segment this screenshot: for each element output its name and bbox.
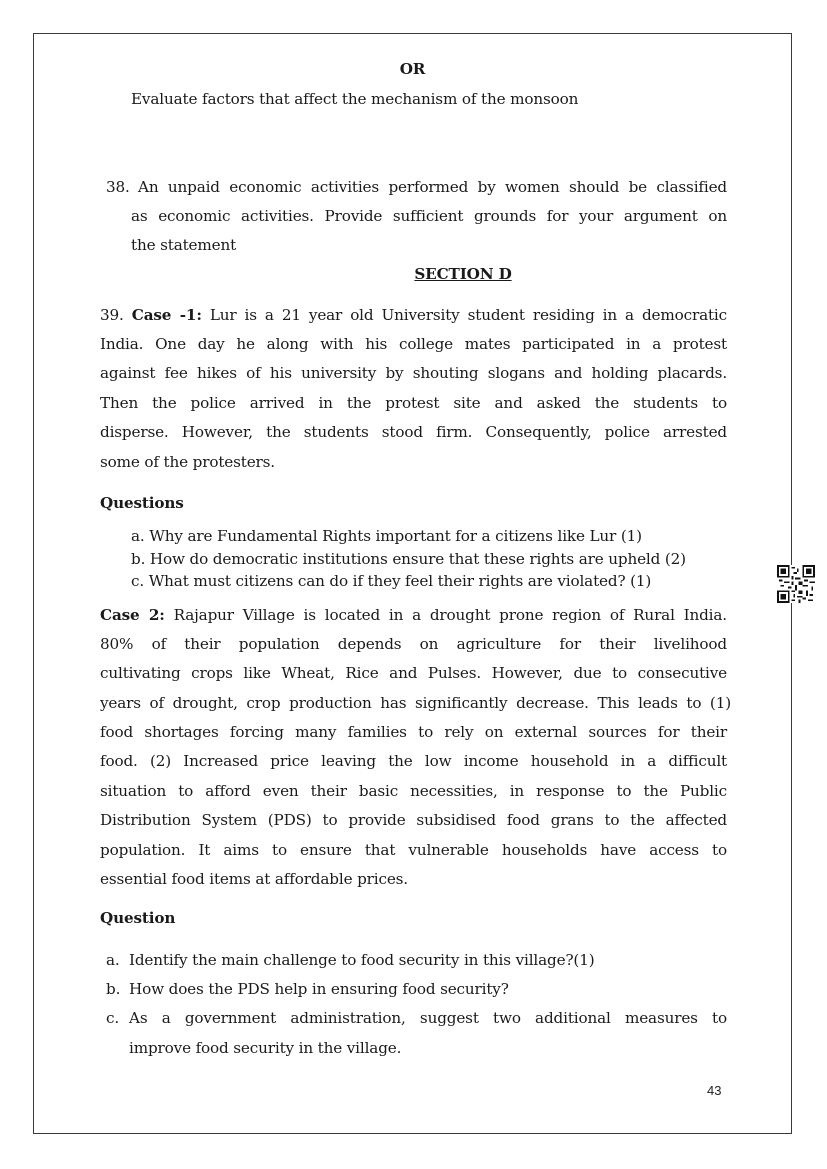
case2-question-a: Identify the main challenge to food security in this village?(1) xyxy=(129,951,595,969)
case2-line-7: situation to afford even their basic necessities, in response to the Public xyxy=(100,782,727,800)
case2-question-b-marker: b. xyxy=(106,980,121,998)
case2-question-b: How does the PDS help in ensuring food security? xyxy=(129,980,509,998)
section-d-heading: SECTION D xyxy=(414,265,512,283)
q38-number: 38. xyxy=(106,178,130,196)
case2-line-4: years of drought, crop production has significantly decrease. This leads to (1) xyxy=(100,694,731,712)
case1-line-3: against fee hikes of his university by shouting slogans and holding placards. xyxy=(100,364,727,382)
case2-line-6: food. (2) Increased price leaving the low income household in a difficult xyxy=(100,752,727,770)
case1-label: Case -1: xyxy=(131,306,202,324)
q38-line-3: the statement xyxy=(131,236,237,254)
case2-line-5: food shortages forcing many families to rely on external sources for their xyxy=(100,723,727,741)
case2-questions-heading: Question xyxy=(100,909,176,927)
or-label: OR xyxy=(399,60,426,78)
case2-question-c-line-2: improve food security in the village. xyxy=(129,1039,402,1057)
qr-code-icon xyxy=(777,565,815,603)
q38-line-1: An unpaid economic activities performed by women should be classified xyxy=(138,178,727,196)
case2-question-a-marker: a. xyxy=(106,951,120,969)
case2-question-c-marker: c. xyxy=(106,1009,120,1027)
page-number: 43 xyxy=(707,1083,722,1098)
case1-line-1 xyxy=(100,305,727,325)
case1-line-6: some of the protesters. xyxy=(100,453,275,471)
q39-number: 39. xyxy=(100,306,124,324)
case1-line-1-text: Lur is a 21 year old University student residing in a democratic xyxy=(209,306,727,324)
case1-line-4: Then the police arrived in the protest site and asked the students to xyxy=(100,394,727,412)
case1-line-5: disperse. However, the students stood firm. Consequently, police arrested xyxy=(100,423,727,441)
case2-line-1 xyxy=(100,605,727,625)
case2-line-10: essential food items at affordable prices. xyxy=(100,870,408,888)
case2-label: Case 2: xyxy=(100,606,165,624)
case1-question-c: c. What must citizens can do if they feel their rights are violated? (1) xyxy=(131,572,652,590)
case2-line-1-text: Rajapur Village is located in a drought prone region of Rural India. xyxy=(173,606,727,624)
case1-line-2: India. One day he along with his college mates participated in a protest xyxy=(100,335,727,353)
alt-question: Evaluate factors that affect the mechanism of the monsoon xyxy=(131,90,579,108)
case2-question-c-line-1: As a government administration, suggest two additional measures to xyxy=(129,1009,727,1027)
case1-question-b: b. How do democratic institutions ensure that these rights are upheld (2) xyxy=(131,550,686,568)
case2-line-2: 80% of their population depends on agriculture for their livelihood xyxy=(100,635,727,653)
case1-question-a: a. Why are Fundamental Rights important for a citizens like Lur (1) xyxy=(131,527,642,545)
q38-line-2: as economic activities. Provide sufficient grounds for your argument on xyxy=(131,207,727,225)
case2-line-9: population. It aims to ensure that vulnerable households have access to xyxy=(100,841,727,859)
case1-questions-heading: Questions xyxy=(100,494,184,512)
case2-line-3: cultivating crops like Wheat, Rice and Pulses. However, due to consecutive xyxy=(100,664,727,682)
case2-line-8: Distribution System (PDS) to provide subsidised food grans to the affected xyxy=(100,811,727,829)
